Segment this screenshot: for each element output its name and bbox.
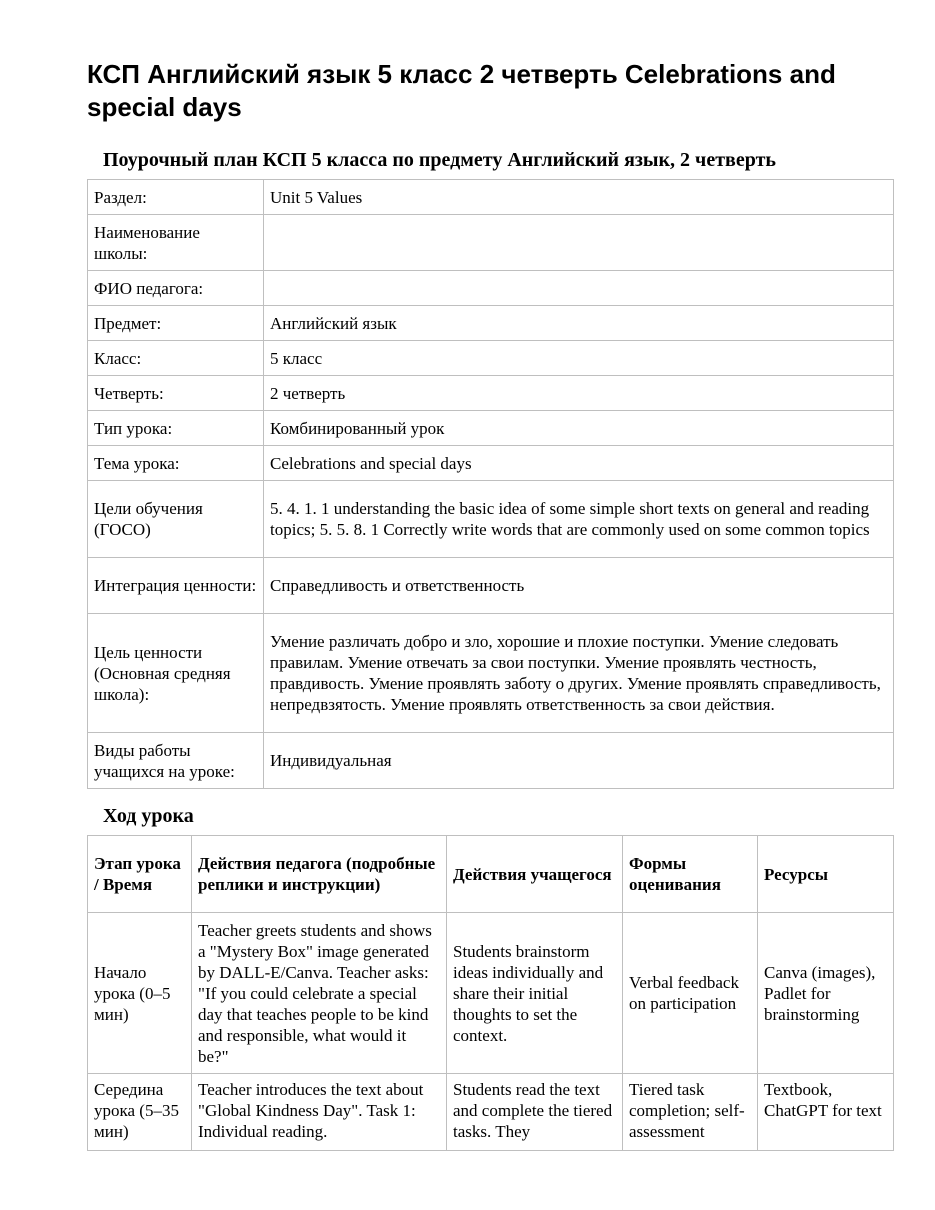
info-value: 2 четверть	[264, 376, 894, 411]
document-title: КСП Английский язык 5 класс 2 четверть Celebrations and special days	[87, 59, 836, 122]
info-label: Предмет:	[88, 306, 264, 341]
lesson-progress-heading: Ход урока	[103, 805, 194, 827]
info-row-school	[88, 215, 894, 271]
info-label: Класс:	[88, 341, 264, 376]
student-actions-cell: Students read the text and complete the tiered tasks. They	[447, 1074, 623, 1151]
info-value	[264, 271, 894, 306]
lesson-plan-subtitle: Поурочный план КСП 5 класса по предмету Английский язык, 2 четверть	[103, 149, 776, 171]
info-label: Цель ценности (Основная средняя школа):	[88, 614, 264, 733]
resources-cell: Canva (images), Padlet for brainstorming	[758, 913, 894, 1074]
column-header-teacher-actions: Действия педагога (подробные реплики и инструкции)	[192, 836, 447, 913]
info-label: Цели обучения (ГОСО)	[88, 481, 264, 558]
column-header-stage: Этап урока / Время	[88, 836, 192, 913]
teacher-actions-cell: Teacher introduces the text about "Global Kindness Day". Task 1: Individual reading.	[192, 1074, 447, 1151]
info-value: Unit 5 Values	[264, 180, 894, 215]
info-label: Раздел:	[88, 180, 264, 215]
lesson-info-table	[87, 179, 894, 789]
stage-cell: Середина урока (5–35 мин)	[88, 1074, 192, 1151]
info-row-subject	[88, 306, 894, 341]
stage-cell: Начало урока (0–5 мин)	[88, 913, 192, 1074]
assessment-cell: Verbal feedback on participation	[623, 913, 758, 1074]
info-row-lesson-type	[88, 411, 894, 446]
info-value: Справедливость и ответственность	[264, 558, 894, 614]
info-row-work-types	[88, 733, 894, 789]
info-value: Celebrations and special days	[264, 446, 894, 481]
info-row-learning-goals	[88, 481, 894, 558]
info-row-value-integration	[88, 558, 894, 614]
table-row	[88, 913, 894, 1074]
info-value: 5. 4. 1. 1 understanding the basic idea of some simple short texts on general and reading topics; 5. 5. 8. 1 Correctly write words that are commonly used on some common topics	[264, 481, 894, 558]
info-value: Индивидуальная	[264, 733, 894, 789]
lesson-progress-table	[87, 835, 894, 1151]
info-row-topic	[88, 446, 894, 481]
student-actions-cell: Students brainstorm ideas individually and share their initial thoughts to set the context.	[447, 913, 623, 1074]
info-row-quarter	[88, 376, 894, 411]
resources-cell: Textbook, ChatGPT for text	[758, 1074, 894, 1151]
assessment-cell: Tiered task completion; self-assessment	[623, 1074, 758, 1151]
info-label: Тема урока:	[88, 446, 264, 481]
info-value: Комбинированный урок	[264, 411, 894, 446]
info-value: 5 класс	[264, 341, 894, 376]
info-row-teacher	[88, 271, 894, 306]
column-header-resources: Ресурсы	[758, 836, 894, 913]
info-label: Виды работы учащихся на уроке:	[88, 733, 264, 789]
info-label: Тип урока:	[88, 411, 264, 446]
info-row-section	[88, 180, 894, 215]
column-header-assessment: Формы оценивания	[623, 836, 758, 913]
info-label: ФИО педагога:	[88, 271, 264, 306]
column-header-student-actions: Действия учащегося	[447, 836, 623, 913]
info-label: Четверть:	[88, 376, 264, 411]
teacher-actions-cell: Teacher greets students and shows a "Mystery Box" image generated by DALL-E/Canva. Teacher asks: "If you could celebrate a special day that teaches people to be kind and responsible, what would it be?"	[192, 913, 447, 1074]
info-row-grade	[88, 341, 894, 376]
info-value	[264, 215, 894, 271]
info-label: Интеграция ценности:	[88, 558, 264, 614]
info-row-value-goal	[88, 614, 894, 733]
info-value: Умение различать добро и зло, хорошие и плохие поступки. Умение следовать правилам. Умение отвечать за свои поступки. Умение проявлять честность, правдивость. Умение проявлять заботу о других. Умение проявлять справедливость, непредвзятость. Умение проявлять ответственность за свои действия.	[264, 614, 894, 733]
info-label: Наименование школы:	[88, 215, 264, 271]
info-value: Английский язык	[264, 306, 894, 341]
table-row	[88, 1074, 894, 1151]
progress-header-row	[88, 836, 894, 913]
